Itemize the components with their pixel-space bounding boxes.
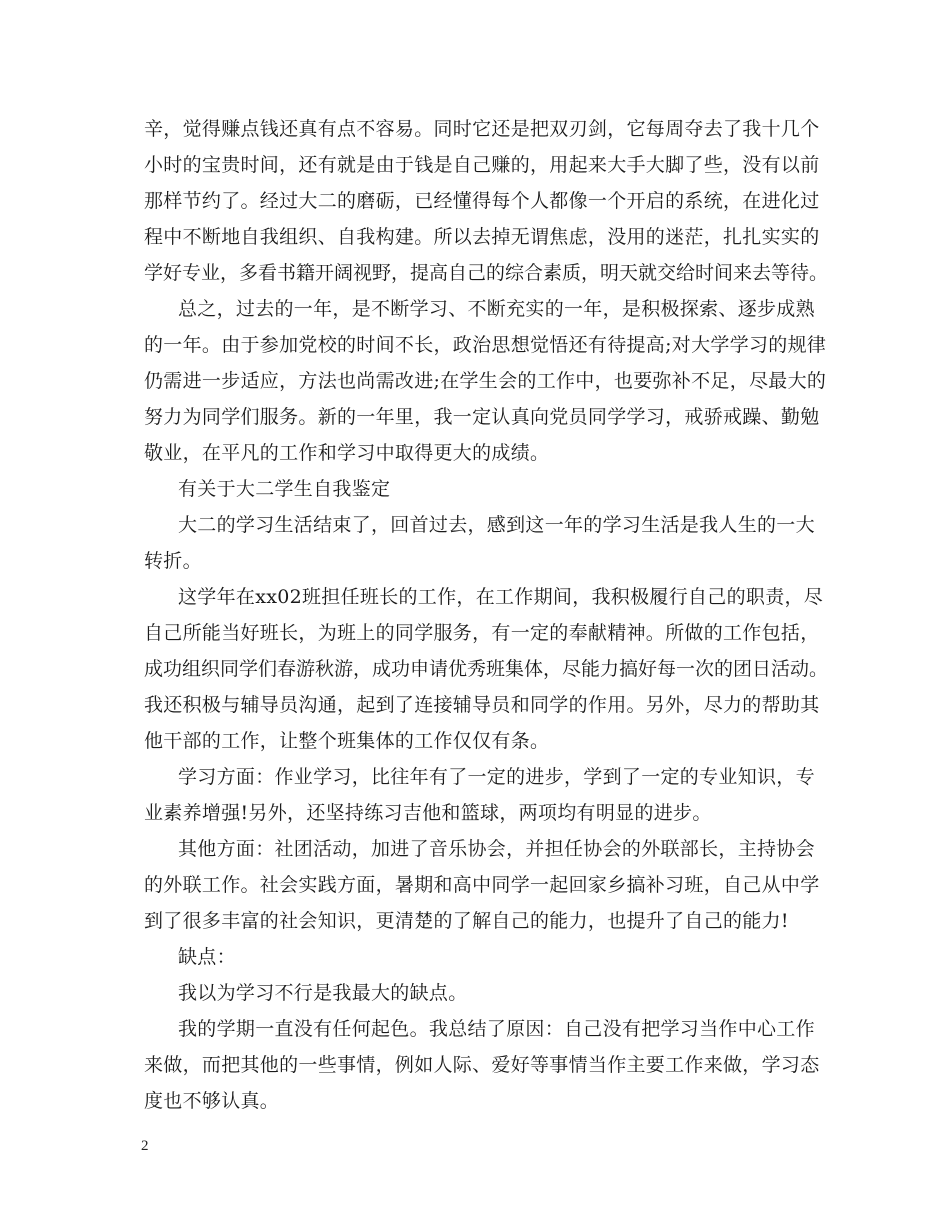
text-line: 辛，觉得赚点钱还真有点不容易。同时它还是把双刃剑，它每周夺去了我十几个	[144, 118, 820, 140]
text-line: 那样节约了。经过大二的磨砺，已经懂得每个人都像一个开启的系统，在进化过	[144, 190, 820, 212]
text-line: 转折。	[144, 550, 202, 572]
text-line: 度也不够认真。	[144, 1090, 280, 1112]
text-line: 成功组织同学们春游秋游，成功申请优秀班集体，尽能力搞好每一次的团日活动。	[144, 658, 829, 680]
text-line: 来做，而把其他的一些事情，例如人际、爱好等事情当作主要工作来做，学习态	[144, 1054, 820, 1076]
page-number: 2	[141, 1138, 149, 1154]
text-line: 到了很多丰富的社会知识，更清楚的了解自己的能力，也提升了自己的能力!	[144, 910, 789, 932]
text-line: 的外联工作。社会实践方面，暑期和高中同学一起回家乡搞补习班，自己从中学	[144, 874, 820, 896]
text-line: 小时的宝贵时间，还有就是由于钱是自己赚的，用起来大手大脚了些，没有以前	[144, 154, 820, 176]
paragraph-start: 缺点：	[178, 946, 236, 968]
paragraph-start: 学习方面：作业学习，比往年有了一定的进步，学到了一定的专业知识，专	[178, 766, 815, 788]
text-line: 我还积极与辅导员沟通，起到了连接辅导员和同学的作用。另外，尽力的帮助其	[144, 694, 820, 716]
text-line: 自己所能当好班长，为班上的同学服务，有一定的奉献精神。所做的工作包括，	[144, 622, 820, 644]
text-line: 学好专业，多看书籍开阔视野，提高自己的综合素质，明天就交给时间来去等待。	[144, 262, 829, 284]
section-heading: 有关于大二学生自我鉴定	[178, 478, 391, 500]
text-line: 仍需进一步适应，方法也尚需改进;在学生会的工作中，也要弥补不足，尽最大的	[144, 370, 827, 392]
text-line: 的一年。由于参加党校的时间不长，政治思想觉悟还有待提高;对大学学习的规律	[144, 334, 827, 356]
paragraph-start: 这学年在xx02班担任班长的工作，在工作期间，我积极履行自己的职责，尽	[178, 586, 824, 608]
text-line: 他干部的工作，让整个班集体的工作仅仅有条。	[144, 730, 550, 752]
text-line: 程中不断地自我组织、自我构建。所以去掉无谓焦虑，没用的迷茫，扎扎实实的	[144, 226, 820, 248]
text-line: 敬业，在平凡的工作和学习中取得更大的成绩。	[144, 442, 550, 464]
paragraph-start: 总之，过去的一年，是不断学习、不断充实的一年，是积极探索、逐步成熟	[178, 298, 815, 320]
paragraph-start: 大二的学习生活结束了，回首过去，感到这一年的学习生活是我人生的一大	[178, 514, 815, 536]
paragraph-start: 我以为学习不行是我最大的缺点。	[178, 982, 468, 1004]
paragraph-start: 其他方面：社团活动，加进了音乐协会，并担任协会的外联部长，主持协会	[178, 838, 815, 860]
paragraph-start: 我的学期一直没有任何起色。我总结了原因：自己没有把学习当作中心工作	[178, 1018, 815, 1040]
text-line: 努力为同学们服务。新的一年里，我一定认真向党员同学学习，戒骄戒躁、勤勉	[144, 406, 820, 428]
text-line: 业素养增强!另外，还坚持练习吉他和篮球，两项均有明显的进步。	[144, 802, 712, 824]
